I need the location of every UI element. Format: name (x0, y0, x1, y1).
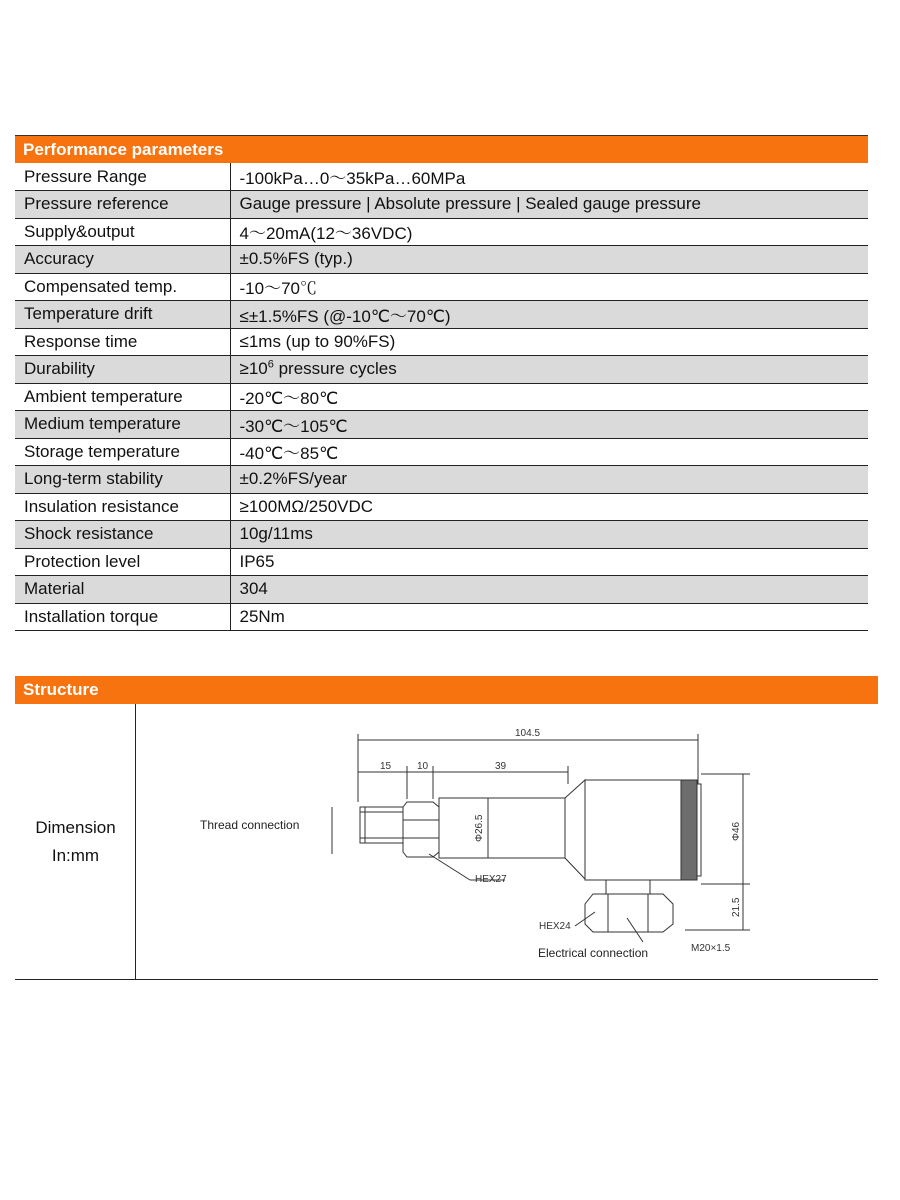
table-row (15, 466, 868, 494)
table-row (15, 493, 868, 521)
table-row (15, 548, 868, 576)
param-value: -10～70℃ (230, 273, 868, 301)
table-row (15, 301, 868, 329)
table-row (15, 383, 868, 411)
param-label: Accuracy (15, 246, 230, 274)
dim-39-label: 39 (495, 761, 507, 772)
param-label: Pressure Range (15, 163, 230, 191)
table-row (15, 273, 868, 301)
param-value (230, 356, 868, 384)
param-value: -20℃～80℃ (230, 383, 868, 411)
m20-label: M20×1.5 (691, 943, 731, 954)
param-label: Pressure reference (15, 191, 230, 219)
param-value: 4～20mA(12～36VDC) (230, 218, 868, 246)
param-value: IP65 (230, 548, 868, 576)
structure-header: Structure (15, 676, 878, 704)
param-label: Shock resistance (15, 521, 230, 549)
dim-dia-label: Φ26.5 (474, 814, 485, 842)
param-label: Installation torque (15, 603, 230, 631)
dimension-drawing (15, 704, 878, 980)
hex24-label: HEX24 (539, 921, 571, 932)
param-value: ≥100MΩ/250VDC (230, 493, 868, 521)
param-label: Storage temperature (15, 438, 230, 466)
table-row (15, 328, 868, 356)
param-label: Material (15, 576, 230, 604)
param-label: Temperature drift (15, 301, 230, 329)
param-value: 25Nm (230, 603, 868, 631)
table-row (15, 411, 868, 439)
table-row (15, 246, 868, 274)
table-row (15, 521, 868, 549)
table-row (15, 356, 868, 384)
param-value: ±0.5%FS (typ.) (230, 246, 868, 274)
param-value-prefix: ≥10 (239, 359, 268, 379)
param-label: Durability (15, 356, 230, 384)
dim-215-label: 21.5 (731, 897, 742, 917)
thread-connection-label: Thread connection (200, 818, 300, 832)
param-label: Supply&output (15, 218, 230, 246)
param-value: -100kPa…0～35kPa…60MPa (230, 163, 868, 191)
param-label: Protection level (15, 548, 230, 576)
param-label: Compensated temp. (15, 273, 230, 301)
param-label: Long-term stability (15, 466, 230, 494)
param-value-exponent: 6 (267, 358, 274, 371)
param-label: Medium temperature (15, 411, 230, 439)
electrical-connection-label: Electrical connection (538, 946, 649, 960)
param-value: Gauge pressure | Absolute pressure | Sealed gauge pressure (230, 191, 868, 219)
table-row (15, 163, 868, 191)
table-row (15, 438, 868, 466)
param-label: Response time (15, 328, 230, 356)
table-row (15, 191, 868, 219)
performance-table (15, 163, 868, 631)
param-label: Ambient temperature (15, 383, 230, 411)
performance-header: Performance parameters (15, 135, 868, 163)
param-value: 10g/11ms (230, 521, 868, 549)
dimension-label: Dimension (35, 818, 116, 837)
table-row (15, 603, 868, 631)
param-value: ±0.2%FS/year (230, 466, 868, 494)
param-value: 304 (230, 576, 868, 604)
table-row (15, 576, 868, 604)
dimension-unit-label: In:mm (51, 846, 100, 865)
param-value: -30℃～105℃ (230, 411, 868, 439)
table-row (15, 218, 868, 246)
param-value: ≤±1.5%FS (@-10℃～70℃) (230, 301, 868, 329)
param-value-suffix: pressure cycles (273, 359, 397, 379)
dim-10-label: 10 (417, 761, 429, 772)
param-value: -40℃～85℃ (230, 438, 868, 466)
structure-section (15, 704, 878, 980)
dim-15-label: 15 (380, 761, 392, 772)
hex27-label: HEX27 (475, 874, 507, 885)
param-label: Insulation resistance (15, 493, 230, 521)
param-value: ≤1ms (up to 90%FS) (230, 328, 868, 356)
dim-46-label: Φ46 (731, 821, 742, 841)
dim-total-label: 104.5 (515, 728, 541, 739)
